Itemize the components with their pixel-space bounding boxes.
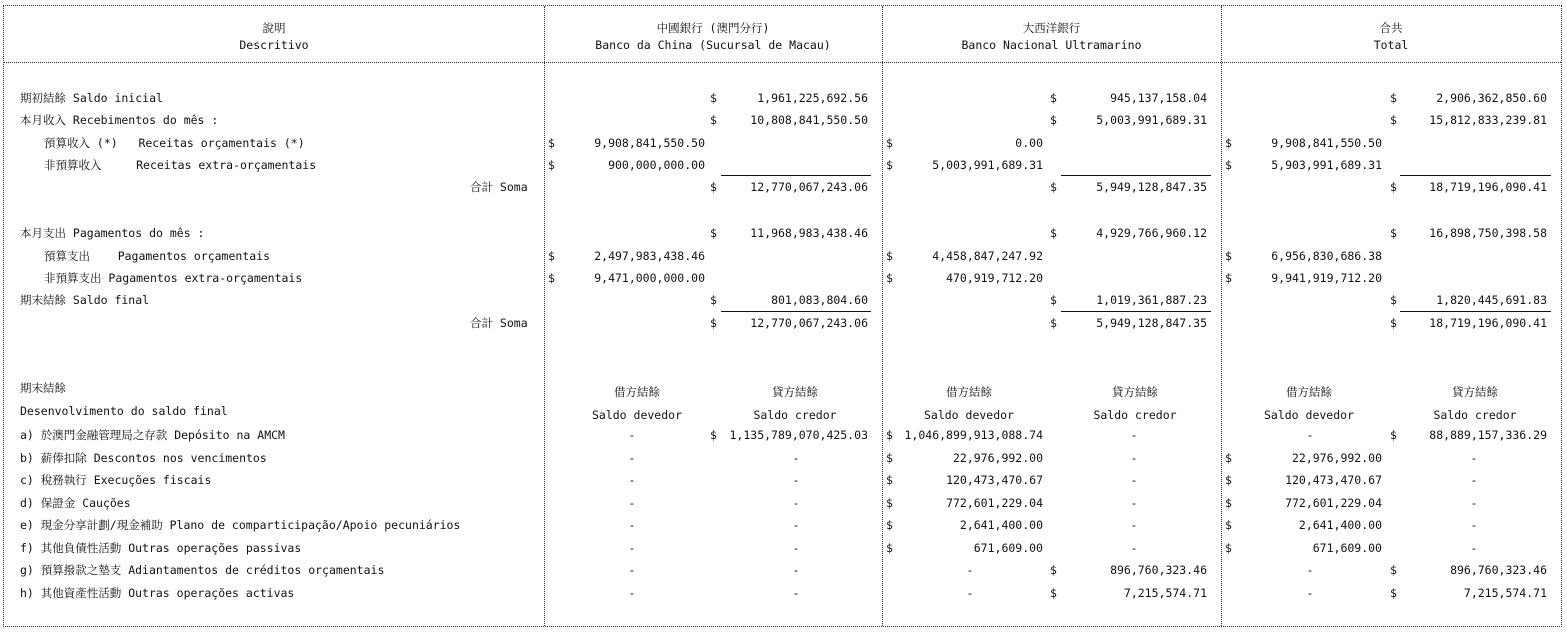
empty-dash: - — [628, 586, 636, 600]
bnu-value: 5,949,128,847.35 — [1096, 180, 1207, 194]
currency-symbol: $ — [1390, 586, 1397, 600]
currency-symbol: $ — [548, 271, 555, 285]
empty-dash: - — [1306, 563, 1314, 577]
total-value: 5,903,991,689.31 — [1271, 158, 1382, 172]
total-value: 16,898,750,398.58 — [1429, 226, 1547, 240]
header-total — [1221, 20, 1561, 54]
breakdown-row-label: h) 其他資產性活動 Outras operações activas — [20, 586, 295, 600]
currency-symbol: $ — [1390, 428, 1397, 442]
empty-dash: - — [1130, 473, 1138, 487]
amount-value: 1,046,899,913,088.74 — [904, 428, 1043, 442]
empty-dash: - — [628, 473, 636, 487]
amount-value: 2,641,400.00 — [959, 518, 1043, 532]
amount-value: 772,601,229.04 — [1285, 496, 1382, 510]
empty-dash: - — [628, 518, 636, 532]
empty-dash: - — [792, 563, 800, 577]
total-value: 6,956,830,686.38 — [1271, 249, 1382, 263]
total-value: 2,906,362,850.60 — [1436, 91, 1547, 105]
empty-dash: - — [792, 518, 800, 532]
empty-dash: - — [1470, 518, 1478, 532]
amount-value: 671,609.00 — [1312, 541, 1382, 555]
currency-symbol: $ — [1390, 316, 1397, 330]
statement-table — [3, 5, 1562, 627]
currency-symbol: $ — [1050, 226, 1057, 240]
total-value: 9,941,919,712.20 — [1271, 271, 1382, 285]
currency-symbol: $ — [886, 496, 893, 510]
currency-symbol: $ — [1390, 180, 1397, 194]
bnu-value: 5,003,991,689.31 — [932, 158, 1043, 172]
header-descritivo — [4, 20, 544, 54]
empty-dash: - — [966, 563, 974, 577]
empty-dash: - — [1470, 473, 1478, 487]
boc-credor-zh: 貸方結餘 — [772, 385, 818, 399]
amount-value: 120,473,470.67 — [1285, 473, 1382, 487]
breakdown-row-label: g) 預算撥款之墊支 Adiantamentos de créditos orçamentais — [20, 563, 385, 577]
currency-symbol: $ — [1050, 563, 1057, 577]
boc-value: 900,000,000.00 — [608, 158, 705, 172]
row-pagamentos-label: 本月支出 Pagamentos do mês : — [20, 226, 205, 240]
sum-underline — [1400, 175, 1551, 176]
currency-symbol: $ — [886, 271, 893, 285]
total-value: 9,908,841,550.50 — [1271, 136, 1382, 150]
currency-symbol: $ — [710, 293, 717, 307]
row-saldo-final-label: 期末結餘 Saldo final — [20, 293, 150, 307]
currency-symbol: $ — [886, 158, 893, 172]
breakdown-row-label: a) 於澳門金融管理局之存款 Depósito na AMCM — [20, 428, 285, 442]
header-boc — [544, 20, 882, 54]
currency-symbol: $ — [548, 249, 555, 263]
currency-symbol: $ — [886, 473, 893, 487]
total-value: 15,812,833,239.81 — [1429, 113, 1547, 127]
header-bnu — [882, 20, 1221, 54]
empty-dash: - — [628, 563, 636, 577]
empty-dash: - — [1306, 428, 1314, 442]
boc-devedor-pt: Saldo devedor — [591, 408, 682, 422]
bnu-value: 5,949,128,847.35 — [1096, 316, 1207, 330]
bnu-value: 5,003,991,689.31 — [1096, 113, 1207, 127]
boc-value: 1,961,225,692.56 — [757, 91, 868, 105]
header-pt: Total — [1373, 38, 1409, 52]
boc-value: 12,770,067,243.06 — [750, 180, 868, 194]
bnu-value: 4,458,847,247.92 — [932, 249, 1043, 263]
currency-symbol: $ — [886, 428, 893, 442]
total-credor-pt: Saldo credor — [1433, 408, 1517, 422]
currency-symbol: $ — [710, 226, 717, 240]
currency-symbol: $ — [886, 136, 893, 150]
currency-symbol: $ — [710, 316, 717, 330]
currency-symbol: $ — [1225, 541, 1232, 555]
empty-dash: - — [628, 541, 636, 555]
amount-value: 7,215,574.71 — [1123, 586, 1207, 600]
breakdown-row-label: c) 稅務執行 Execuções fiscais — [20, 473, 212, 487]
bnu-value: 945,137,158.04 — [1110, 91, 1207, 105]
empty-dash: - — [628, 496, 636, 510]
currency-symbol: $ — [1390, 226, 1397, 240]
amount-value: 7,215,574.71 — [1463, 586, 1547, 600]
row-recebimentos-label: 本月收入 Recebimentos do mês : — [20, 113, 219, 127]
empty-dash: - — [1130, 518, 1138, 532]
empty-dash: - — [1470, 496, 1478, 510]
amount-value: 772,601,229.04 — [946, 496, 1043, 510]
currency-symbol: $ — [1050, 113, 1057, 127]
currency-symbol: $ — [548, 158, 555, 172]
empty-dash: - — [792, 473, 800, 487]
row-receitas-orcamentais-label: 預算收入 (*) Receitas orçamentais (*) — [44, 136, 305, 150]
row-pagamentos-orcamentais-label: 預算支出 Pagamentos orçamentais — [44, 249, 271, 263]
empty-dash: - — [1130, 541, 1138, 555]
breakdown-row-label: e) 現金分享計劃/現金補助 Plano de comparticipação/Apoio pecuniários — [20, 518, 461, 532]
empty-dash: - — [1130, 428, 1138, 442]
empty-dash: - — [1306, 586, 1314, 600]
bnu-value: 4,929,766,960.12 — [1096, 226, 1207, 240]
row-soma-label: 合計 Soma — [470, 316, 528, 330]
header-zh: 合共 — [1379, 21, 1403, 35]
amount-value: 896,760,323.46 — [1110, 563, 1207, 577]
boc-value: 11,968,983,438.46 — [750, 226, 868, 240]
empty-dash: - — [792, 586, 800, 600]
currency-symbol: $ — [548, 136, 555, 150]
currency-symbol: $ — [1225, 451, 1232, 465]
currency-symbol: $ — [710, 428, 717, 442]
amount-value: 22,976,992.00 — [1291, 451, 1382, 465]
empty-dash: - — [966, 586, 974, 600]
bnu-value: 1,019,361,887.23 — [1096, 293, 1207, 307]
header-pt: Banco da China (Sucursal de Macau) — [595, 38, 831, 52]
currency-symbol: $ — [1390, 563, 1397, 577]
amount-value: 120,473,470.67 — [946, 473, 1043, 487]
header-pt: Descritivo — [239, 38, 309, 52]
sum-underline — [1061, 175, 1211, 176]
empty-dash: - — [1470, 451, 1478, 465]
boc-devedor-zh: 借方結餘 — [614, 385, 660, 399]
section3-title-pt: Desenvolvimento do saldo final — [20, 404, 228, 418]
boc-value: 10,808,841,550.50 — [750, 113, 868, 127]
boc-value: 9,908,841,550.50 — [594, 136, 705, 150]
header-pt: Banco Nacional Ultramarino — [961, 38, 1142, 52]
currency-symbol: $ — [710, 180, 717, 194]
currency-symbol: $ — [1225, 158, 1232, 172]
currency-symbol: $ — [1050, 91, 1057, 105]
bnu-value: 0.00 — [1015, 136, 1043, 150]
sum-underline — [1061, 311, 1211, 312]
row-soma-label: 合計 Soma — [470, 180, 528, 194]
boc-value: 12,770,067,243.06 — [750, 316, 868, 330]
empty-dash: - — [1130, 496, 1138, 510]
total-value: 1,820,445,691.83 — [1436, 293, 1547, 307]
column-divider — [882, 6, 883, 626]
currency-symbol: $ — [1225, 249, 1232, 263]
amount-value: 1,135,789,070,425.03 — [729, 428, 868, 442]
sum-underline — [721, 311, 871, 312]
empty-dash: - — [792, 496, 800, 510]
bnu-devedor-pt: Saldo devedor — [923, 408, 1014, 422]
currency-symbol: $ — [1225, 271, 1232, 285]
row-saldo-inicial-label: 期初結餘 Saldo inicial — [20, 91, 163, 105]
empty-dash: - — [1130, 451, 1138, 465]
amount-value: 22,976,992.00 — [952, 451, 1043, 465]
currency-symbol: $ — [1050, 586, 1057, 600]
empty-dash: - — [628, 428, 636, 442]
sum-underline — [721, 175, 871, 176]
boc-value: 2,497,983,438.46 — [594, 249, 705, 263]
header-zh: 說明 — [262, 21, 286, 35]
bnu-credor-pt: Saldo credor — [1093, 408, 1177, 422]
empty-dash: - — [1470, 541, 1478, 555]
currency-symbol: $ — [1225, 518, 1232, 532]
bnu-value: 470,919,712.20 — [946, 271, 1043, 285]
currency-symbol: $ — [710, 91, 717, 105]
breakdown-row-label: b) 薪俸扣除 Descontos nos vencimentos — [20, 451, 267, 465]
currency-symbol: $ — [1390, 113, 1397, 127]
total-credor-zh: 貸方結餘 — [1452, 385, 1498, 399]
currency-symbol: $ — [1390, 293, 1397, 307]
empty-dash: - — [792, 451, 800, 465]
currency-symbol: $ — [1225, 136, 1232, 150]
currency-symbol: $ — [710, 113, 717, 127]
currency-symbol: $ — [1050, 293, 1057, 307]
empty-dash: - — [792, 541, 800, 555]
sum-underline — [1400, 311, 1551, 312]
total-devedor-pt: Saldo devedor — [1263, 408, 1354, 422]
currency-symbol: $ — [1225, 473, 1232, 487]
total-value: 18,719,196,090.41 — [1429, 316, 1547, 330]
boc-value: 9,471,000,000.00 — [594, 271, 705, 285]
currency-symbol: $ — [886, 451, 893, 465]
currency-symbol: $ — [1225, 496, 1232, 510]
breakdown-row-label: d) 保證金 Cauções — [20, 496, 131, 510]
currency-symbol: $ — [1390, 91, 1397, 105]
column-divider — [544, 6, 545, 626]
bnu-credor-zh: 貸方結餘 — [1112, 385, 1158, 399]
total-value: 18,719,196,090.41 — [1429, 180, 1547, 194]
amount-value: 2,641,400.00 — [1298, 518, 1382, 532]
currency-symbol: $ — [886, 518, 893, 532]
boc-credor-pt: Saldo credor — [753, 408, 837, 422]
section3-title-zh: 期末結餘 — [20, 381, 66, 395]
bnu-devedor-zh: 借方結餘 — [946, 385, 992, 399]
currency-symbol: $ — [1050, 316, 1057, 330]
amount-value: 896,760,323.46 — [1450, 563, 1547, 577]
currency-symbol: $ — [886, 249, 893, 263]
empty-dash: - — [628, 451, 636, 465]
currency-symbol: $ — [886, 541, 893, 555]
header-zh: 中國銀行 (澳門分行) — [656, 21, 770, 35]
currency-symbol: $ — [1050, 180, 1057, 194]
breakdown-row-label: f) 其他負債性活動 Outras operações passivas — [20, 541, 302, 555]
column-divider — [1221, 6, 1222, 626]
amount-value: 88,889,157,336.29 — [1429, 428, 1547, 442]
row-pagamentos-extra-label: 非預算支出 Pagamentos extra-orçamentais — [44, 271, 303, 285]
header-zh: 大西洋銀行 — [1022, 21, 1081, 35]
header-divider — [4, 62, 1561, 63]
boc-value: 801,083,804.60 — [771, 293, 868, 307]
row-receitas-extra-label: 非預算收入 Receitas extra-orçamentais — [44, 158, 317, 172]
amount-value: 671,609.00 — [973, 541, 1043, 555]
total-devedor-zh: 借方結餘 — [1286, 385, 1332, 399]
